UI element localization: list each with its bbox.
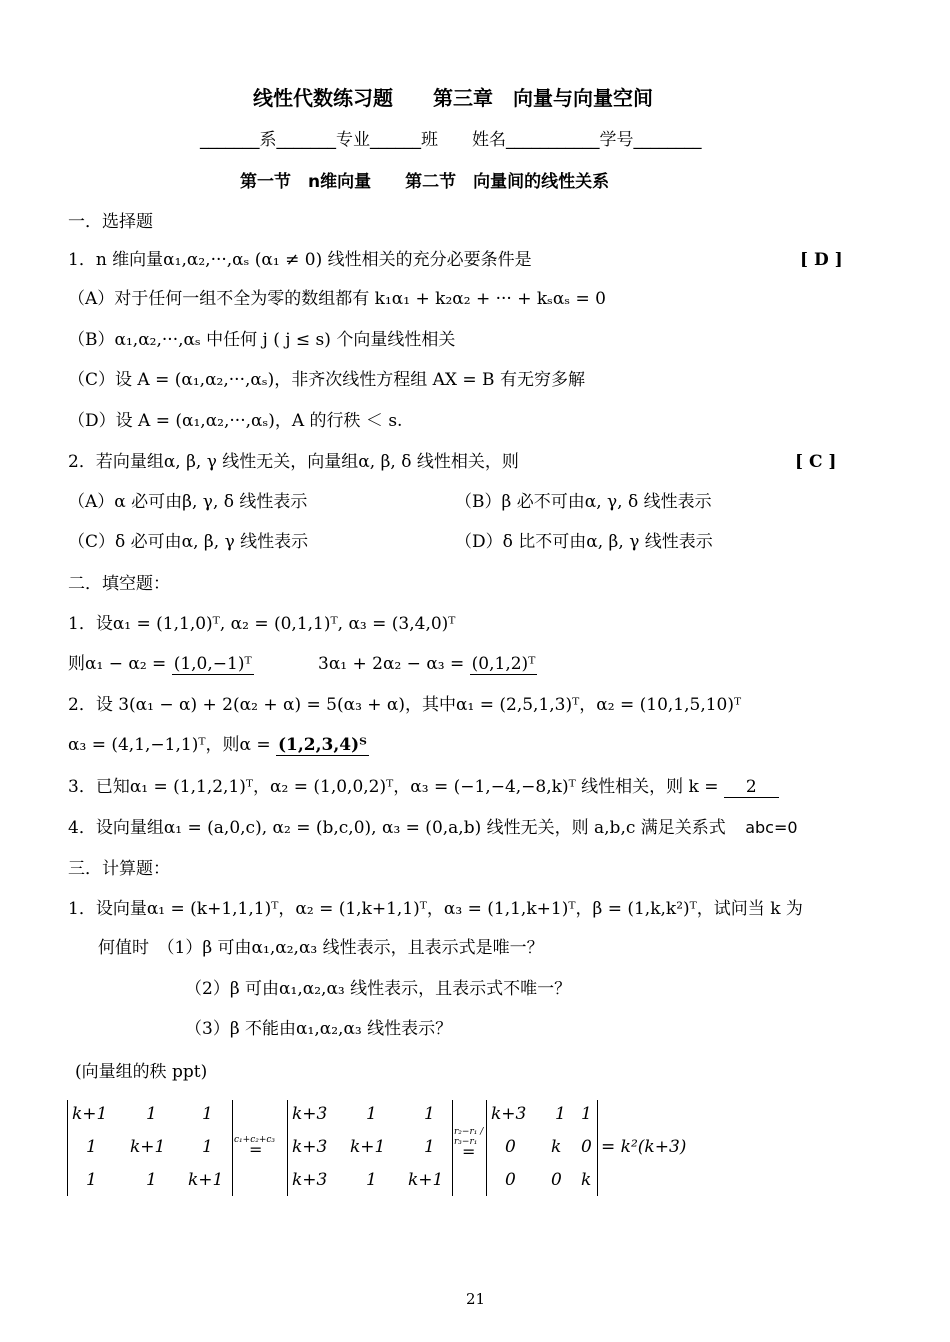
q1-option-c: （C）设 A = (α₁,α₂,···,αₛ)，非齐次线性方程组 AX = B 有无穷多解	[68, 370, 585, 390]
det3-cell: 1	[555, 1104, 566, 1124]
fill-q1-prefix: 则α₁ − α₂ =	[68, 654, 172, 674]
fill-q1-answer2: (0,1,2)ᵀ	[471, 654, 536, 674]
student-info-line: _______系_______专业______班 姓名___________学号________	[200, 130, 702, 150]
det1-cell: 1	[146, 1170, 157, 1190]
det1-cell: k+1	[130, 1137, 166, 1157]
calc-q1-line1: 1．设向量α₁ = (k+1,1,1)ᵀ，α₂ = (1,k+1,1)ᵀ，α₃ = (1,1,k+1)ᵀ，β = (1,k,k²)ᵀ，试问当 k 为	[68, 899, 803, 919]
det3-cell: 1	[581, 1104, 592, 1124]
det3-cell: k	[551, 1137, 562, 1157]
determinant-2	[287, 1100, 453, 1196]
det2-cell: 1	[424, 1137, 435, 1157]
q1-answer: [ D ]	[800, 250, 843, 270]
q2-stem: 2．若向量组α, β, γ 线性无关，向量组α, β, δ 线性相关，则	[68, 452, 519, 472]
det2-cell: k+3	[292, 1104, 328, 1124]
det1-cell: k+1	[72, 1104, 108, 1124]
det1-cell: 1	[86, 1170, 97, 1190]
fill-q4-prefix: 4．设向量组α₁ = (a,0,c), α₂ = (b,c,0), α₃ = (0,a,b) 线性无关，则 a,b,c 满足关系式	[68, 818, 726, 838]
row-op-label: r₂−r₁ / r₃−r₁	[454, 1127, 484, 1147]
calc-q1-line3: （2）β 可由α₁,α₂,α₃ 线性表示，且表示式不唯一？	[185, 979, 572, 999]
equals-sign: =	[249, 1140, 263, 1159]
q1-option-d: （D）设 A = (α₁,α₂,···,αₛ)，A 的行秩 ＜ s.	[68, 411, 403, 431]
fill-q1-line2b	[318, 654, 537, 674]
det3-cell: 0	[551, 1170, 562, 1190]
det1-cell: 1	[146, 1104, 157, 1124]
det2-cell: k+1	[350, 1137, 386, 1157]
q2-answer: [ C ]	[795, 452, 837, 472]
fill-q1-line2	[68, 654, 254, 674]
q1-option-b: （B）α₁,α₂,···,αₛ 中任何 j ( j ≤ s) 个向量线性相关	[68, 330, 456, 350]
column-op-label: c₁+c₂+c₃	[234, 1135, 276, 1145]
fill-q3-answer: 2	[724, 777, 779, 798]
page-title: 线性代数练习题 第三章 向量与向量空间	[253, 86, 653, 110]
det2-cell: k+1	[408, 1170, 444, 1190]
fill-q2-line1: 2．设 3(α₁ − α) + 2(α₂ + α) = 5(α₃ + α)，其中α₁ = (2,5,1,3)ᵀ，α₂ = (10,1,5,10)ᵀ	[68, 695, 742, 715]
det3-cell: 0	[505, 1170, 516, 1190]
det3-cell: 0	[505, 1137, 516, 1157]
det1-cell: 1	[202, 1137, 213, 1157]
part3-heading: 三．计算题：	[68, 859, 170, 879]
det2-cell: 1	[366, 1104, 377, 1124]
fill-q1-answer1: (1,0,−1)ᵀ	[173, 654, 252, 674]
fill-q2-line2	[68, 735, 369, 755]
fill-q4-answer: abc=0	[745, 818, 798, 837]
determinant-3	[486, 1100, 598, 1196]
det3-cell: k	[581, 1170, 592, 1190]
part1-heading: 一．选择题	[68, 212, 153, 232]
equals-sign: =	[462, 1142, 476, 1161]
det2-cell: k+3	[292, 1137, 328, 1157]
fill-q2-answer: (1,2,3,4)ᵀ	[278, 735, 367, 755]
q1-stem: 1．n 维向量α₁,α₂,···,αₛ (α₁ ≠ 0) 线性相关的充分必要条件是	[68, 250, 532, 270]
det2-cell: 1	[424, 1104, 435, 1124]
q2-option-b: （B）β 必不可由α, γ, δ 线性表示	[455, 492, 712, 512]
q1-option-a: （A）对于任何一组不全为零的数组都有 k₁α₁ + k₂α₂ + ··· + kₛαₛ = 0	[68, 289, 606, 309]
fill-q1-mid: 3α₁ + 2α₂ − α₃ =	[318, 654, 470, 674]
q2-option-c: （C）δ 必可由α, β, γ 线性表示	[68, 532, 309, 552]
calc-note: (向量组的秩 ppt)	[75, 1062, 208, 1082]
fill-q2-prefix: α₃ = (4,1,−1,1)ᵀ，则α =	[68, 735, 277, 755]
fill-q1-line1: 1．设α₁ = (1,1,0)ᵀ, α₂ = (0,1,1)ᵀ, α₃ = (3,4,0)ᵀ	[68, 614, 456, 634]
det3-cell: k+3	[491, 1104, 527, 1124]
part2-heading: 二．填空题：	[68, 574, 170, 594]
determinant-1	[67, 1100, 233, 1196]
calc-q1-line2: 何值时 （1）β 可由α₁,α₂,α₃ 线性表示，且表示式是唯一？	[98, 938, 544, 958]
q2-option-a: （A）α 必可由β, γ, δ 线性表示	[68, 492, 308, 512]
det1-cell: 1	[86, 1137, 97, 1157]
q2-option-d: （D）δ 比不可由α, β, γ 线性表示	[455, 532, 713, 552]
det1-cell: 1	[202, 1104, 213, 1124]
page-number: 21	[466, 1290, 486, 1308]
calc-q1-line4: （3）β 不能由α₁,α₂,α₃ 线性表示？	[185, 1019, 453, 1039]
fill-q3-prefix: 3．已知α₁ = (1,1,2,1)ᵀ，α₂ = (1,0,0,2)ᵀ，α₃ = (−1,−4,−8,k)ᵀ 线性相关，则 k =	[68, 777, 724, 797]
det2-cell: 1	[366, 1170, 377, 1190]
determinant-result: = k²(k+3)	[601, 1137, 687, 1157]
det2-cell: k+3	[292, 1170, 328, 1190]
section-title: 第一节 n维向量 第二节 向量间的线性关系	[240, 172, 610, 192]
fill-q4	[68, 818, 798, 838]
det3-cell: 0	[581, 1137, 592, 1157]
fill-q3	[68, 777, 779, 797]
det1-cell: k+1	[188, 1170, 224, 1190]
